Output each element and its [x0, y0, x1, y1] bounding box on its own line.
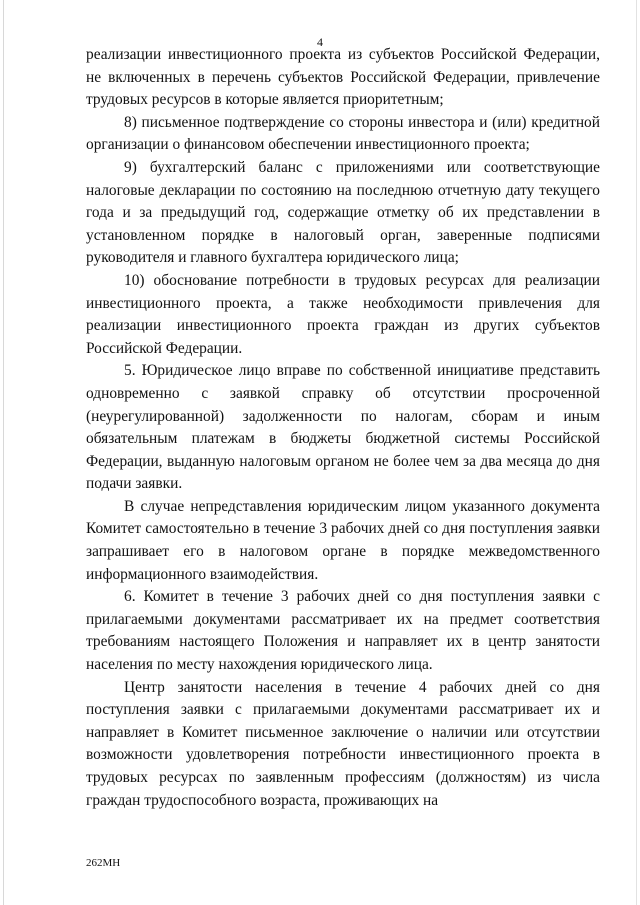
paragraph-section-6: 6. Комитет в течение 3 рабочих дней со дня поступления заявки с прилагаемыми документами рассматривает их на предмет соответствия требованиям настоящего Положения и направляет их в центр занятости населения по месту нахождения юридического лица. [86, 588, 600, 674]
paragraph-item-10: 10) обоснование потребности в трудовых ресурсах для реализации инвестиционного проекта, а также необходимости привлечения для реализации инвестиционного проекта граждан из других субъектов Российской Федерации. [86, 271, 600, 357]
scan-edge-right [636, 0, 637, 905]
paragraph-item-9: 9) бухгалтерский баланс с приложениями или соответствующие налоговые декларации по состоянию на последнюю отчетную дату текущего года и за предыдущий год, содержащие отметку об их представлении в установленном порядке в налоговый орган, заверенные подписями руководителя и главного бухгалтера юридического лица; [86, 158, 600, 267]
paragraph-section-5-case: В случае непредставления юридическим лицом указанного документа Комитет самостоятельно в течение 3 рабочих дней со дня поступления заявки запрашивает его в налоговом органе в порядке межведомственного информационного взаимодействия. [86, 497, 600, 583]
paragraph-item-8: 8) письменное подтверждение со стороны инвестора и (или) кредитной организации о финансовом обеспечении инвестиционного проекта; [86, 113, 600, 154]
paragraph-continuation: реализации инвестиционного проекта из субъектов Российской Федерации, не включенных в перечень субъектов Российской Федерации, привлечение трудовых ресурсов в которые является приоритетным; [86, 46, 600, 109]
page-number: 4 [317, 35, 323, 49]
scan-edge-left [3, 0, 4, 905]
paragraph-section-5: 5. Юридическое лицо вправе по собственной инициативе представить одновременно с заявкой справку об отсутствии просроченной (неурегулированной) задолженности по налогам, сборам и иным обязательным платежам в бюджеты бюджетной системы Российской Федерации, выданную налоговым органом не более чем за два месяца до дня подачи заявки. [86, 362, 600, 493]
document-code: 262МН [86, 857, 121, 869]
paragraph-employment-center: Центр занятости населения в течение 4 рабочих дней со дня поступления заявки с прилагаемыми документами рассматривает их и направляет в Комитет письменное заключение о наличии или отсутствии возможности удовлетворения потребности инвестиционного проекта в трудовых ресурсах по заявленным профессиям (должностям) из числа граждан трудоспособного возраста, проживающих на [86, 678, 600, 809]
body-text [86, 44, 600, 812]
